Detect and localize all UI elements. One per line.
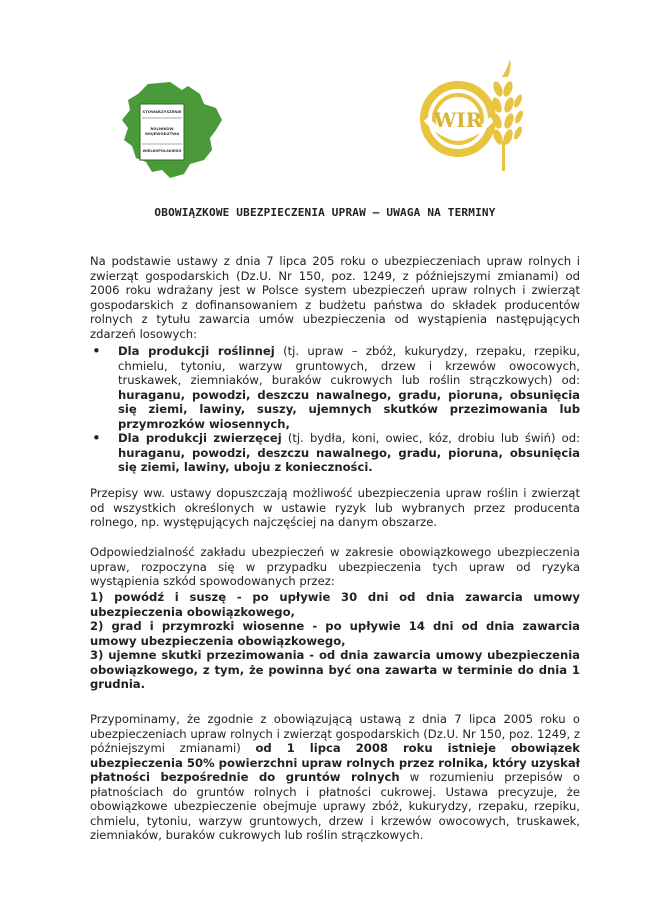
- list-item: [90, 344, 580, 431]
- wir-text: WIR: [433, 108, 483, 132]
- list-item: [90, 431, 580, 475]
- reminder-text-a: Przypominamy, że zgodnie z obowiązującą ustawą z dnia 7 lipca 2005 roku o ubezpieczeniach upraw rolnych i zwierząt gospodarskich (Dz.U. Nr 150, poz. 1249, z późniejszymi zmianami): [90, 712, 580, 755]
- animal-production-lead: Dla produkcji zwierzęcej: [118, 431, 282, 445]
- term-wintering: 3) ujemne skutki przezimowania - od dnia zawarcia umowy ubezpieczenia obowiązkowego, z tym, że powinna być ona zawarta w terminie do dnia 1 grudnia.: [90, 648, 580, 691]
- logo-line-4: WIELKOPOLSKIEGO: [142, 149, 182, 153]
- logo-line-3: WOJEWÓDZTWA: [144, 131, 180, 136]
- intro-paragraph: Na podstawie ustawy z dnia 7 lipca 205 roku o ubezpieczeniach upraw rolnych i zwierząt gospodarskich (Dz.U. Nr 150, poz. 1249, z późniejszymi zmianami) od 2006 roku wdrażany jest w Polsce system ubezpieczeń upraw rolnych i zwierząt gospodarskich z dofinansowaniem z budżetu państwa do składek producentów rolnych z tytułu zawarcia umów ubezpieczenia od wystąpienia następujących zdarzeń losowych:: [90, 254, 580, 341]
- reminder-text-c: w rozumieniu przepisów o płatnościach do gruntów rolnych i płatności cukrowej. Ustawa precyzuje, że obowiązkowe ubezpieczenie obejmuje uprawy zbóż, kukurydzy, rzepaku, rzepiku, chmielu, tytoniu, warzyw gruntowych, drzew i krzewów owocowych, truskawek, ziemniaków, buraków cukrowych lub roślin strączkowych.: [90, 770, 580, 842]
- region-map-icon: [118, 80, 224, 180]
- wheat-icon: [418, 55, 528, 175]
- logo-line-2: ROLNIKÓW: [150, 126, 174, 131]
- terms-list: [90, 590, 580, 692]
- crop-production-text: (tj. upraw – zbóż, kukurydzy, rzepaku, rzepiku, chmielu, tytoniu, warzyw gruntowych, drzew i krzewów owocowych, truskawek, ziemniaków, buraków cukrowych lub roślin strączkowych) od:: [118, 344, 581, 387]
- term-hail-frost: 2) grad i przymrozki wiosenne - po upływie 14 dni od dnia zawarcia umowy ubezpieczenia obowiązkowego,: [90, 619, 580, 648]
- crop-production-lead: Dla produkcji roślinnej: [118, 344, 275, 358]
- wir-logo: [418, 55, 528, 175]
- association-logo: [118, 80, 224, 180]
- liability-paragraph: Odpowiedzialność zakładu ubezpieczeń w zakresie obowiązkowego ubezpieczenia upraw, rozpoczyna się w przypadku ubezpieczenia tych upraw od ryzyka wystąpienia szkód spowodowanych przez:: [90, 545, 580, 588]
- risk-list: [90, 344, 580, 475]
- crop-production-risks: huraganu, powodzi, deszczu nawalnego, gradu, pioruna, obsunięcia się ziemi, lawiny, suszy, ujemnych skutków przezimowania lub przymrozków wiosennych,: [118, 387, 580, 431]
- reminder-obligation: od 1 lipca 2008 roku istnieje obowiązek ubezpieczenia 50% powierzchni upraw rolnych przez rolnika, który uzyskał płatności bezpośrednie do gruntów rolnych: [90, 741, 581, 784]
- animal-production-risks: huraganu, powodzi, deszczu nawalnego, gradu, pioruna, obsunięcia się ziemi, lawiny, uboju z konieczności.: [118, 445, 580, 474]
- animal-production-text: (tj. bydła, koni, owiec, kóz, drobiu lub świń) od:: [281, 431, 580, 445]
- scope-paragraph: Przepisy ww. ustawy dopuszczają możliwość ubezpieczenia upraw roślin i zwierząt od wszystkich określonych w ustawie ryzyk lub wybranych przez producenta rolnego, np. występujących najczęściej na danym obszarze.: [90, 486, 580, 529]
- logo-line-1: STOWARZYSZENIE: [142, 109, 182, 114]
- reminder-paragraph: [90, 712, 580, 843]
- page-title: OBOWIĄZKOWE UBEZPIECZENIA UPRAW – UWAGA NA TERMINY: [154, 206, 496, 219]
- term-flood-drought: 1) powódź i suszę - po upływie 30 dni od dnia zawarcia umowy ubezpieczenia obowiązkowego,: [90, 590, 580, 619]
